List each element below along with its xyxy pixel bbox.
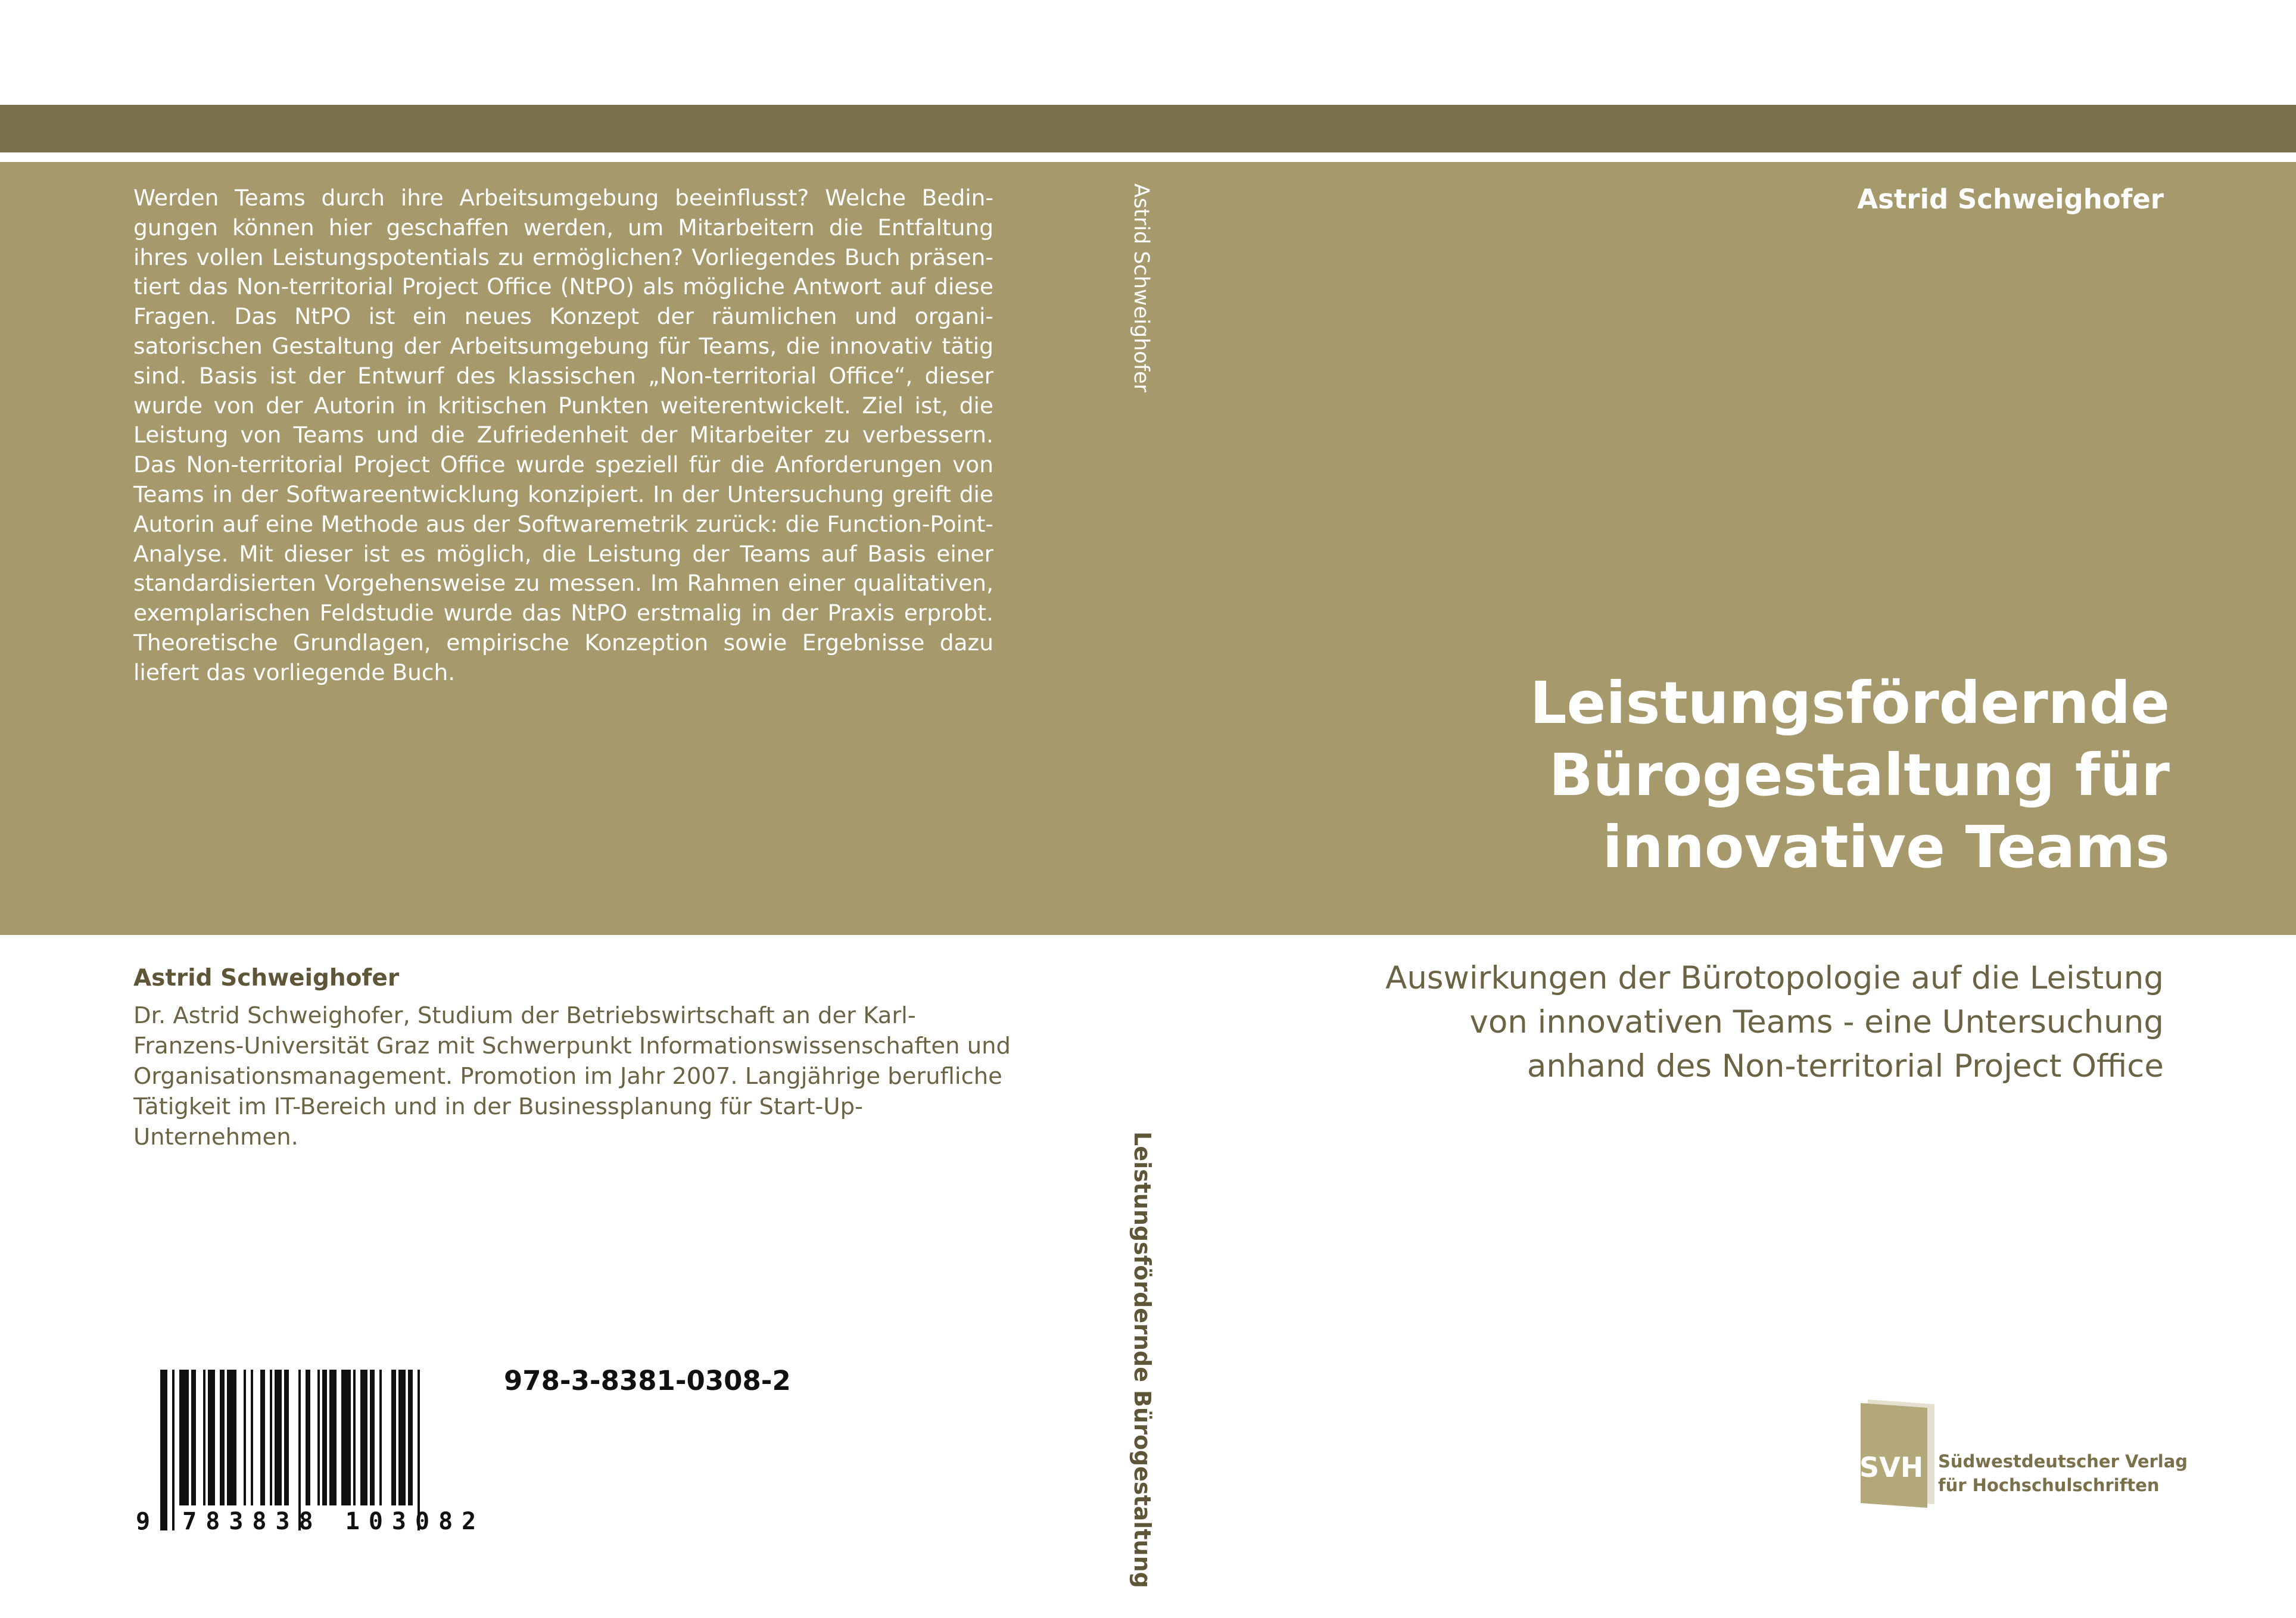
book-title-line: innovative Teams <box>1602 813 2170 881</box>
barcode-bar <box>391 1370 396 1505</box>
barcode-bar <box>317 1370 320 1505</box>
barcode-bar <box>179 1370 189 1505</box>
barcode-bar <box>208 1370 215 1505</box>
barcode-bar <box>172 1370 175 1530</box>
subtitle-line: anhand des Non-territorial Project Office <box>1526 1048 2164 1084</box>
barcode-bar <box>398 1370 406 1505</box>
barcode-bar <box>298 1370 301 1530</box>
back-author-bio: Dr. Astrid Schweighofer, Studium der Betriebswirtschaft an der Karl-Franzens-Universität Graz mit Schwerpunkt Informationswissenschaften und Organisationsmanagement. Promotion im Jahr 2007. Langjährige berufliche Tätigkeit im IT-Bereich und in der Businessplanung für Start-Up-Unternehmen. <box>133 1002 1011 1151</box>
book-title-line: Bürogestaltung für <box>1549 741 2170 809</box>
subtitle-line: von innovativen Teams - eine Untersuchung <box>1469 1004 2164 1040</box>
barcode-bar <box>306 1370 310 1505</box>
book-title <box>1336 667 2170 883</box>
subtitle-line: Auswirkungen der Bürotopologie auf die Leistung <box>1385 960 2164 996</box>
publisher-name-line: für Hochschulschriften <box>1938 1475 2160 1495</box>
barcode-bar <box>270 1370 272 1505</box>
publisher-block <box>1857 1399 2188 1513</box>
barcode-bar <box>260 1370 265 1505</box>
publisher-logo <box>1857 1399 1937 1513</box>
barcode-bar <box>329 1370 337 1505</box>
barcode-bar <box>220 1370 225 1505</box>
publisher-logo-text: SVH <box>1859 1451 1924 1483</box>
publisher-name <box>1938 1449 2188 1497</box>
barcode-bar <box>353 1370 356 1505</box>
spine-author: Astrid Schweighofer <box>1129 183 1153 392</box>
barcode <box>133 1370 485 1542</box>
barcode-bar <box>341 1370 351 1505</box>
top-color-band <box>0 105 2296 152</box>
front-author: Astrid Schweighofer <box>1857 183 2164 215</box>
barcode-bar <box>203 1370 205 1505</box>
barcode-bar <box>360 1370 367 1505</box>
barcode-bar <box>370 1370 375 1505</box>
barcode-bar <box>251 1370 253 1505</box>
barcode-bar <box>284 1370 289 1505</box>
spine-title: Leistungsfördernde Bürogestaltung <box>1129 1131 1155 1588</box>
barcode-bar <box>408 1370 413 1505</box>
isbn: 978-3-8381-0308-2 <box>504 1365 791 1396</box>
barcode-bar <box>418 1370 420 1530</box>
barcode-bar <box>160 1370 167 1530</box>
barcode-bar <box>275 1370 282 1505</box>
back-author-name: Astrid Schweighofer <box>133 965 400 992</box>
publisher-name-line: Südwestdeutscher Verlag <box>1938 1451 2188 1472</box>
barcode-digits: 9 783838 103082 <box>136 1508 485 1535</box>
barcode-bar <box>322 1370 327 1505</box>
book-title-line: Leistungsfördernde <box>1529 669 2170 737</box>
barcode-bar <box>244 1370 246 1505</box>
book-subtitle <box>1270 956 2164 1089</box>
barcode-bar <box>191 1370 196 1505</box>
barcode-bar <box>379 1370 382 1505</box>
barcode-bar <box>227 1370 236 1505</box>
back-cover-blurb: Werden Teams durch ihre Arbeitsumgebung beeinflusst? Welche Bedingungen können hier geschaffen werden, um Mitarbeitern die Entfaltung ihres vollen Leistungspotentials zu ermöglichen? Vorliegendes Buch präsentiert das Non-territorial Project Office (NtPO) als mögliche Antwort auf diese Fragen. Das NtPO ist ein neues Konzept der räumlichen und organisatorischen Gestaltung der Arbeitsumgebung für Teams, die innovativ tätig sind. Basis ist der Entwurf des klassischen „Non-territorial Office“, dieser wurde von der Autorin in kritischen Punkten weiterentwickelt. Ziel ist, die Leistung von Teams und die Zufriedenheit der Mitarbeiter zu verbessern. Das Non-territorial Project Office wurde speziell für die Anforderungen von Teams in der Softwareentwicklung konzipiert. In der Untersuchung greift die Autorin auf eine Methode aus der Softwaremetrik zurück: die Function-Point-Analyse. Mit dieser ist es möglich, die Leistung der Teams auf Basis einer standardisierten Vorgehensweise zu messen. Im Rahmen einer qualitativen, exemplarischen Feldstudie wurde das NtPO erstmalig in der Praxis erprobt. Theoretische Grundlagen, empirische Konzeption sowie Ergebnisse dazu liefert das vorliegende Buch. <box>133 185 993 685</box>
